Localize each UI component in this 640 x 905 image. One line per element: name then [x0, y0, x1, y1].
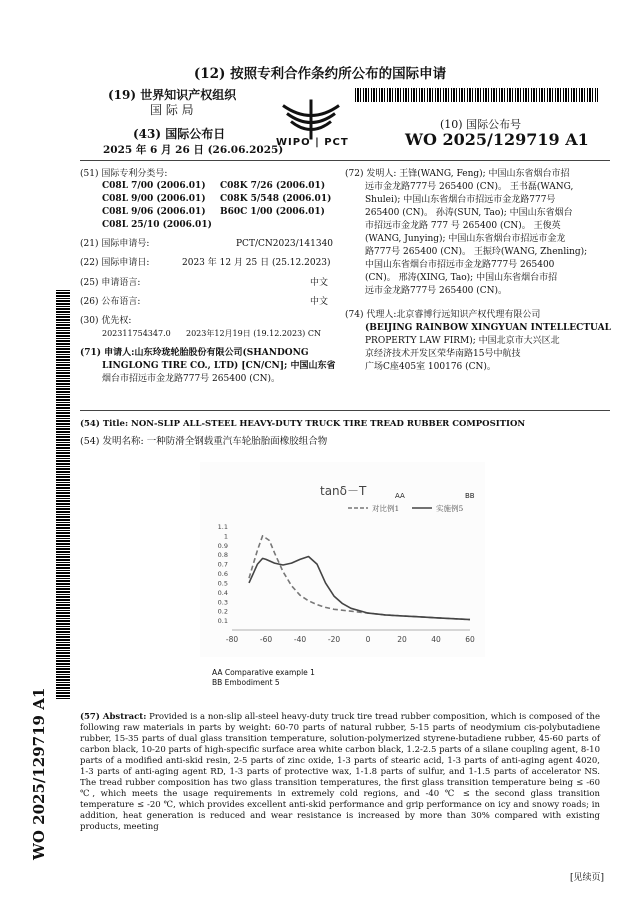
publication-number: WO 2025/129719 A1: [405, 130, 589, 149]
y-tick-label: 0.8: [217, 551, 228, 560]
tan-delta-chart: [200, 462, 485, 657]
publication-language: 中文: [310, 297, 329, 307]
abstract-label: (57) Abstract:: [80, 712, 147, 722]
ipc-code: C08K 5/548 (2006.01): [220, 194, 332, 204]
priority-number: 202311754347.0: [102, 329, 171, 338]
chart-title: tanδ－T: [320, 484, 367, 498]
inventors-line: (72) 发明人: 王锋(WANG, Feng); 中国山东省烟台市招: [345, 169, 570, 179]
y-tick-label: 0.3: [217, 598, 228, 607]
agent-line: (BEIJING RAINBOW XINGYUAN INTELLECTUAL: [365, 323, 611, 333]
chart-marker-aa: AA: [395, 492, 405, 500]
inventors-line: 265400 (CN)。 孙涛(SUN, Tao); 中国山东省烟台: [365, 208, 573, 218]
publication-date-value: 2025 年 6 月 26 日 (26.06.2025): [103, 144, 284, 156]
x-tick-label: -80: [225, 635, 239, 644]
title-chinese: (54) 发明名称: 一种防滑全钢载重汽车轮胎胎面橡胶组合物: [80, 436, 328, 447]
ipc-code: C08L 25/10 (2006.01): [102, 220, 212, 230]
applicant-line: (71) 申请人:山东玲珑轮胎股份有限公司(SHANDONG: [80, 348, 309, 358]
title-english: (54) Title: NON-SLIP ALL-STEEL HEAVY-DUTY TRUCK TIRE TREAD RUBBER COMPOSITION: [80, 419, 526, 429]
y-tick-label: 1.1: [217, 522, 228, 531]
x-tick-label: 40: [431, 635, 441, 644]
ipc-label: (51) 国际专利分类号:: [80, 169, 168, 179]
agent-line: 广场C座405室 100176 (CN)。: [365, 362, 496, 372]
x-tick-label: 0: [365, 635, 371, 644]
ipc-code: C08L 9/06 (2006.01): [102, 207, 206, 217]
organization-bureau: 国 际 局: [150, 103, 194, 117]
abstract-text: Provided is a non-slip all-steel heavy-duty truck tire tread rubber composition, which is composed of the following raw materials in parts by weight: 60-70 parts of natural rubber, 5-15 parts of neodymium cis-polybutadiene rubber, 15-35 parts of dual glass transition temperature, solution-polymerized styrene-butadiene rubber, 45-60 parts of carbon black, 10-20 parts of high-specific surface area white carbon black, 1.2-2.5 parts of a silane coupling agent, 8-10 parts of a modified anti-skid resin, 2-5 parts of zinc oxide, 1-3 parts of stearic acid, 1-3 parts of anti-aging agent 4020, 1-3 parts of anti-aging agent RD, 1-3 parts of protective wax, 1-1.8 parts of sulfur, and 1-1.5 parts of accelerator NS. The tread rubber composition has two glass transition temperatures, the first glass transition temperature being ≤ -60 ℃, which meets the usage requirements in extremely cold regions, and -40 ℃ ≤ the second glass transition temperature ≤ -20 ℃, which provides excellent anti-skid performance and grip performance on icy and snowy roads; in addition, heat generation is reduced and wear resistance is increased by more than 30% compared with existing products, meeting: [80, 712, 601, 832]
inventors-line: Shulei); 中国山东省烟台市招远市金龙路777号: [365, 195, 556, 205]
y-tick-label: 0.1: [217, 617, 228, 626]
agent-line: 京经济技术开发区荣华南路15号中航技: [365, 349, 521, 359]
y-tick-label: 1: [223, 532, 228, 541]
x-tick-label: 60: [465, 635, 475, 644]
ipc-code: B60C 1/00 (2006.01): [220, 207, 325, 217]
figure-note-bb: BB Embodiment 5: [212, 678, 280, 687]
organization-name: (19) 世界知识产权组织: [108, 88, 237, 102]
legend-label-embodiment: 实施例5: [436, 504, 464, 513]
inventors-line: 路777号 265400 (CN)。 王振玲(WANG, Zhenling);: [365, 247, 588, 257]
filing-language: 中文: [310, 278, 329, 288]
document-title: (12) 按照专利合作条约所公布的国际申请: [193, 66, 447, 82]
filing-date: 2023 年 12 月 25 日 (25.12.2023): [182, 258, 331, 268]
y-tick-label: 0.5: [217, 579, 228, 588]
inventors-line: 远市金龙路777号 265400 (CN)。 王书磊(WANG,: [365, 182, 574, 192]
filing-language-label: (25) 申请语言:: [80, 278, 141, 288]
x-tick-label: -20: [327, 635, 341, 644]
wipo-logo-text: WIPO | PCT: [276, 137, 349, 148]
ipc-code: C08L 9/00 (2006.01): [102, 194, 206, 204]
y-tick-label: 0.2: [217, 607, 228, 616]
ipc-code: C08K 7/26 (2006.01): [220, 181, 326, 191]
inventors-line: 中国山东省烟台市招远市金龙路777号 265400: [365, 260, 555, 270]
figure-note-aa: AA Comparative example 1: [212, 668, 315, 677]
publication-language-label: (26) 公布语言:: [80, 297, 141, 307]
agent-line: PROPERTY LAW FIRM); 中国北京市大兴区北: [365, 336, 560, 346]
chart-marker-bb: BB: [465, 492, 475, 500]
abstract: [80, 712, 600, 833]
ipc-code: C08L 7/00 (2006.01): [102, 181, 206, 191]
titles-divider: [80, 410, 610, 411]
publication-date-label: (43) 国际公布日: [133, 127, 226, 141]
priority-label: (30) 优先权:: [80, 316, 132, 326]
y-tick-label: 0.7: [217, 560, 228, 569]
application-number: PCT/CN2023/141340: [236, 239, 334, 249]
applicant-line: LINGLONG TIRE CO., LTD) [CN/CN]; 中国山东省: [102, 361, 336, 371]
side-publication-number: WO 2025/129719 A1: [30, 687, 48, 860]
inventors-line: (WANG, Junying); 中国山东省烟台市招远市金龙: [365, 234, 566, 244]
y-tick-label: 0.4: [217, 588, 228, 597]
barcode-side: [56, 290, 70, 700]
inventors-line: 市招远市金龙路 777 号 265400 (CN)。 王俊英: [365, 221, 561, 231]
publication-number-label: (10) 国际公布号: [440, 118, 522, 131]
figure-notes: [212, 668, 315, 688]
legend-label-comparative: 对比例1: [372, 504, 400, 513]
x-tick-label: 20: [397, 635, 407, 644]
header-divider: [80, 160, 610, 161]
priority-date: 2023年12月19日 (19.12.2023) CN: [186, 329, 321, 338]
x-tick-label: -40: [293, 635, 307, 644]
agent-line: (74) 代理人:北京睿博行远知识产权代理有限公司: [345, 310, 541, 320]
y-tick-label: 0.9: [217, 541, 228, 550]
inventors-line: 远市金龙路777号 265400 (CN)。: [365, 286, 508, 296]
x-tick-label: -60: [259, 635, 273, 644]
applicant-line: 烟台市招远市金龙路777号 265400 (CN)。: [102, 374, 281, 384]
continued-note: [见续页]: [570, 873, 605, 883]
filing-date-label: (22) 国际申请日:: [80, 258, 150, 268]
barcode-top: [355, 88, 598, 102]
y-tick-label: 0.6: [217, 570, 228, 578]
inventors-line: (CN)。 邢涛(XING, Tao); 中国山东省烟台市招: [365, 273, 558, 283]
application-number-label: (21) 国际申请号:: [80, 239, 150, 249]
